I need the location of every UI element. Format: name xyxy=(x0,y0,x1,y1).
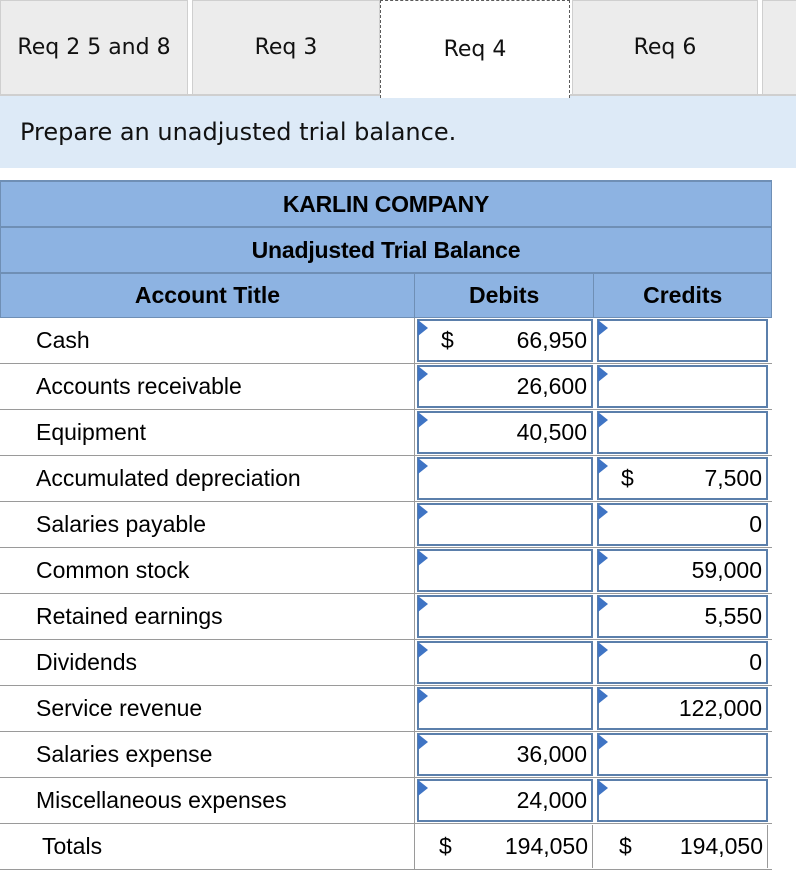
dropdown-arrow-icon xyxy=(598,596,608,612)
table-body xyxy=(0,318,772,870)
dropdown-arrow-icon xyxy=(598,642,608,658)
account-title-cell: Equipment xyxy=(0,410,415,455)
dropdown-arrow-icon xyxy=(418,780,428,796)
dropdown-arrow-icon xyxy=(598,734,608,750)
credits-header: Credits xyxy=(643,282,723,308)
dropdown-arrow-icon xyxy=(418,596,428,612)
cell-value: 7,500 xyxy=(704,465,762,491)
credit-input[interactable] xyxy=(597,457,768,500)
currency-symbol: $ xyxy=(619,833,632,859)
table-row xyxy=(0,456,772,502)
dropdown-arrow-icon xyxy=(418,550,428,566)
tab-req-2-5-and-8[interactable]: Req 2 5 and 8 xyxy=(0,0,188,94)
tab-next[interactable] xyxy=(762,0,796,94)
dropdown-arrow-icon xyxy=(598,504,608,520)
company-name: KARLIN COMPANY xyxy=(0,180,772,226)
dropdown-arrow-icon xyxy=(418,412,428,428)
debit-input[interactable] xyxy=(417,549,593,592)
cell-value: 26,600 xyxy=(516,373,587,399)
cell-value: 122,000 xyxy=(678,695,762,721)
debits-header: Debits xyxy=(415,274,595,317)
tab-req-4[interactable]: Req 4 xyxy=(380,0,570,98)
cell-value: 194,050 xyxy=(679,833,763,859)
currency-symbol: $ xyxy=(441,327,454,353)
credit-input[interactable] xyxy=(597,549,768,592)
dropdown-arrow-icon xyxy=(418,734,428,750)
dropdown-arrow-icon xyxy=(418,642,428,658)
account-title-cell: Miscellaneous expenses xyxy=(0,778,415,823)
debit-input[interactable] xyxy=(417,779,593,822)
total-debits xyxy=(417,825,593,868)
account-title-cell: Salaries payable xyxy=(0,502,415,547)
debit-input[interactable] xyxy=(417,457,593,500)
cell-value: 194,050 xyxy=(504,833,588,859)
debit-input[interactable] xyxy=(417,365,593,408)
dropdown-arrow-icon xyxy=(598,320,608,336)
table-row xyxy=(0,732,772,778)
account-title-cell: Retained earnings xyxy=(0,594,415,639)
currency-symbol: $ xyxy=(621,465,634,491)
trial-balance-table xyxy=(0,180,772,870)
table-row xyxy=(0,410,772,456)
table-row xyxy=(0,502,772,548)
debit-input[interactable] xyxy=(417,319,593,362)
debit-input[interactable] xyxy=(417,641,593,684)
credit-input[interactable] xyxy=(597,687,768,730)
credit-input[interactable] xyxy=(597,641,768,684)
credit-input[interactable] xyxy=(597,365,768,408)
tab-req-3[interactable]: Req 3 xyxy=(192,0,380,94)
debit-input[interactable] xyxy=(417,687,593,730)
totals-row xyxy=(0,824,772,870)
credit-input[interactable] xyxy=(597,779,768,822)
dropdown-arrow-icon xyxy=(598,366,608,382)
dropdown-arrow-icon xyxy=(598,550,608,566)
table-row xyxy=(0,364,772,410)
account-title-cell: Accounts receivable xyxy=(0,364,415,409)
cell-value: 36,000 xyxy=(516,741,587,767)
credit-input[interactable] xyxy=(597,503,768,546)
account-title-cell: Common stock xyxy=(0,548,415,593)
debit-input[interactable] xyxy=(417,595,593,638)
currency-symbol: $ xyxy=(439,833,452,859)
cell-value: 0 xyxy=(749,649,762,675)
cell-value: 66,950 xyxy=(516,327,587,353)
cell-value: 0 xyxy=(749,511,762,537)
account-title-cell: Dividends xyxy=(0,640,415,685)
debit-input[interactable] xyxy=(417,411,593,454)
account-title-header: Account Title xyxy=(1,274,415,317)
table-row xyxy=(0,686,772,732)
dropdown-arrow-icon xyxy=(598,458,608,474)
dropdown-arrow-icon xyxy=(598,412,608,428)
table-row xyxy=(0,640,772,686)
table-row xyxy=(0,778,772,824)
account-title-cell: Accumulated depreciation xyxy=(0,456,415,501)
total-credits xyxy=(597,825,768,868)
cell-value: 5,550 xyxy=(704,603,762,629)
cell-value: 59,000 xyxy=(691,557,762,583)
dropdown-arrow-icon xyxy=(418,320,428,336)
dropdown-arrow-icon xyxy=(598,688,608,704)
account-title-cell: Service revenue xyxy=(0,686,415,731)
table-row xyxy=(0,548,772,594)
cell-value: 24,000 xyxy=(516,787,587,813)
dropdown-arrow-icon xyxy=(418,366,428,382)
credit-input[interactable] xyxy=(597,733,768,776)
table-row xyxy=(0,318,772,364)
statement-title: Unadjusted Trial Balance xyxy=(0,226,772,272)
credit-input[interactable] xyxy=(597,595,768,638)
dropdown-arrow-icon xyxy=(598,780,608,796)
credit-input[interactable] xyxy=(597,411,768,454)
credit-input[interactable] xyxy=(597,319,768,362)
column-header-row xyxy=(0,272,772,318)
instruction-text: Prepare an unadjusted trial balance. xyxy=(0,96,796,168)
cell-value: 40,500 xyxy=(516,419,587,445)
debit-input[interactable] xyxy=(417,503,593,546)
debit-input[interactable] xyxy=(417,733,593,776)
table-row xyxy=(0,594,772,640)
tab-strip xyxy=(0,0,796,96)
dropdown-arrow-icon xyxy=(418,458,428,474)
account-title-cell: Cash xyxy=(0,318,415,363)
account-title-cell: Salaries expense xyxy=(0,732,415,777)
dropdown-arrow-icon xyxy=(418,688,428,704)
totals-label: Totals xyxy=(0,824,415,869)
dropdown-arrow-icon xyxy=(418,504,428,520)
tab-req-6[interactable]: Req 6 xyxy=(572,0,758,94)
